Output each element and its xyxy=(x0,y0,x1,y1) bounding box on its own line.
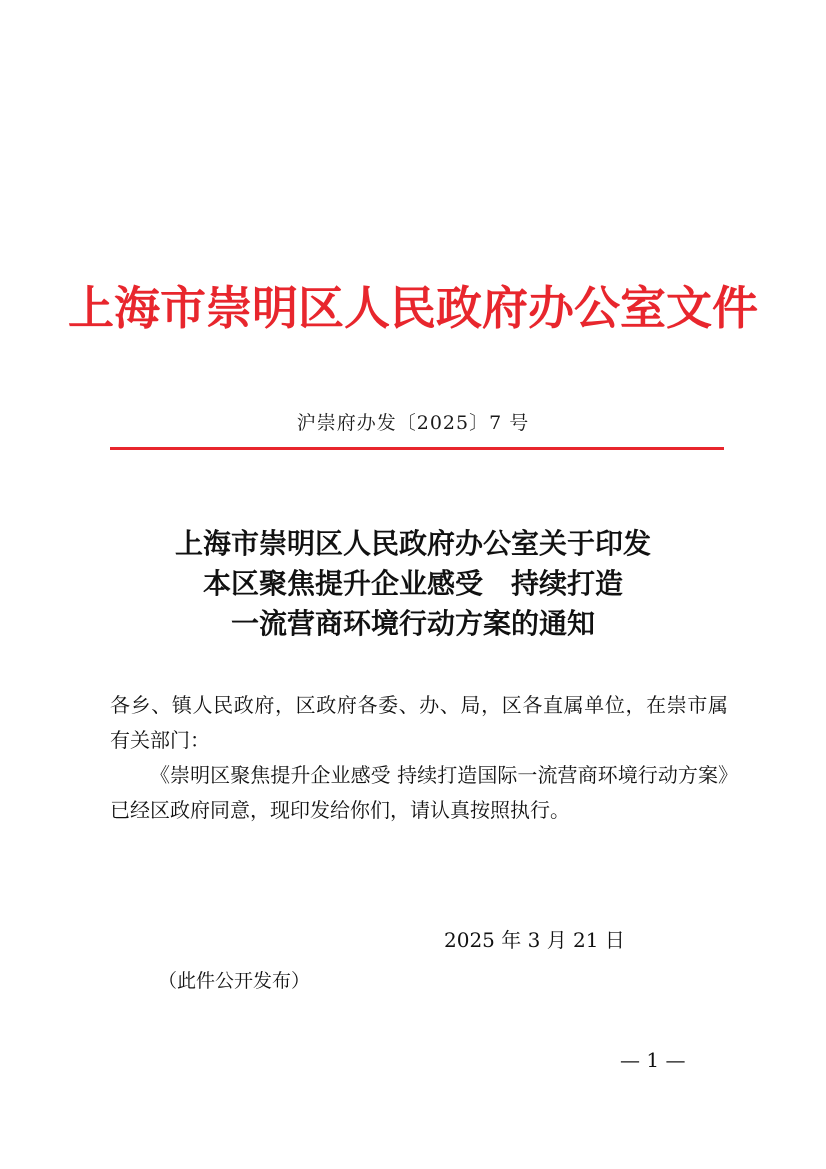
document-number: 沪崇府办发〔2025〕7 号 xyxy=(296,412,530,434)
addressees: 各乡、镇人民政府，区政府各委、办、局，区各直属单位，在崇市属有关部门： xyxy=(110,693,728,752)
red-divider-line xyxy=(110,447,724,450)
issuer-title: 上海市崇明区人民政府办公室文件 xyxy=(68,281,758,335)
body-paragraph: 《崇明区聚焦提升企业感受 持续打造国际一流营商环境行动方案》已经区政府同意，现印发给你们，请认真按照执行。 xyxy=(110,763,728,822)
page-number: — 1 — xyxy=(620,1048,686,1072)
notice-title-line: 本区聚焦提升企业感受 持续打造 xyxy=(202,567,623,600)
notice-title xyxy=(0,524,826,644)
notice-title-line: 上海市崇明区人民政府办公室关于印发 xyxy=(174,527,651,560)
notice-body xyxy=(110,688,728,828)
issue-date: 2025 年 3 月 21 日 xyxy=(444,928,625,952)
notice-title-line: 一流营商环境行动方案的通知 xyxy=(230,607,595,640)
release-note: （此件公开发布） xyxy=(158,970,311,992)
